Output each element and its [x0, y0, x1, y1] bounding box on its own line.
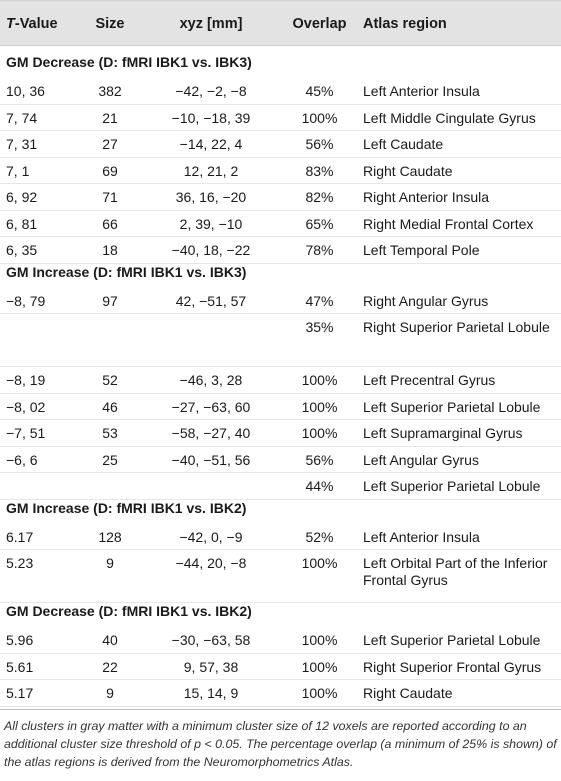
atlas-region-cell: Left Middle Cingulate Gyrus	[363, 109, 536, 126]
table-row	[0, 211, 561, 238]
size-cell: 66	[102, 215, 118, 232]
overlap-cell: 52%	[305, 528, 334, 545]
atlas-region-cell: Left Superior Parietal Lobule	[363, 478, 541, 494]
xyz-cell: 42, −51, 57	[175, 292, 247, 309]
size-cell: 21	[102, 109, 118, 126]
table-row	[0, 288, 561, 315]
atlas-region-cell: Right Superior Frontal Gyrus	[363, 658, 542, 675]
xyz-cell: −58, −27, 40	[171, 425, 251, 441]
overlap-cell: 44%	[305, 478, 334, 494]
atlas-region-cell: Right Superior Parietal Lobule	[363, 319, 550, 335]
size-cell: 40	[102, 632, 118, 648]
t-value-cell: 7, 1	[6, 162, 30, 179]
atlas-region-cell: Left Superior Parietal Lobule	[363, 398, 541, 415]
table-header	[0, 0, 561, 46]
table-row	[0, 473, 561, 500]
xyz-cell: −44, 20, −8	[175, 555, 247, 571]
xyz-cell: −42, 0, −9	[179, 528, 243, 545]
t-value-cell: −8, 79	[6, 292, 46, 309]
xyz-cell: −42, −2, −8	[175, 83, 247, 99]
overlap-cell: 100%	[301, 555, 338, 571]
atlas-region-cell: Left Precentral Gyrus	[363, 372, 496, 388]
overlap-cell: 45%	[305, 83, 334, 99]
overlap-cell: 100%	[301, 632, 338, 648]
xyz-cell: 2, 39, −10	[179, 215, 243, 232]
t-value-cell: 6.17	[6, 528, 34, 545]
t-value-cell: 6, 35	[6, 242, 38, 258]
size-cell: 71	[102, 189, 118, 205]
t-value-cell: 6, 81	[6, 215, 38, 232]
overlap-cell: 100%	[301, 425, 338, 441]
atlas-region-cell: Left Superior Parietal Lobule	[363, 632, 541, 648]
table-bottom-rule	[0, 709, 561, 710]
xyz-cell: −46, 3, 28	[179, 372, 243, 388]
size-cell: 9	[106, 685, 114, 701]
xyz-cell: −10, −18, 39	[171, 109, 251, 126]
t-value-cell: −6, 6	[6, 451, 38, 468]
overlap-cell: 35%	[305, 319, 334, 335]
atlas-region-cell: Left Angular Gyrus	[363, 451, 479, 468]
xyz-cell: −40, 18, −22	[171, 242, 251, 258]
xyz-cell: 9, 57, 38	[183, 658, 239, 675]
t-value-cell: 10, 36	[6, 83, 45, 99]
t-value-cell: 6, 92	[6, 189, 38, 205]
size-cell: 9	[106, 555, 114, 571]
overlap-cell: 78%	[305, 242, 334, 258]
size-cell: 128	[98, 528, 122, 545]
table-row	[0, 158, 561, 185]
t-value-cell: 5.23	[6, 555, 34, 571]
overlap-cell: 100%	[301, 398, 338, 415]
overlap-cell: 56%	[305, 451, 334, 468]
xyz-cell: −27, −63, 60	[171, 398, 251, 415]
xyz-cell: 36, 16, −20	[175, 189, 247, 205]
overlap-cell: 100%	[301, 685, 338, 701]
t-value-cell: 5.96	[6, 632, 34, 648]
table-row	[0, 367, 561, 394]
overlap-cell: 100%	[301, 109, 338, 126]
t-value-cell: 7, 31	[6, 136, 38, 152]
atlas-region-cell: Left Anterior Insula	[363, 83, 480, 99]
table-row	[0, 78, 561, 105]
header-xyz: xyz [mm]	[179, 16, 243, 32]
section-title: GM Decrease (D: fMRI IBK1 vs. IBK3)	[6, 54, 252, 70]
atlas-region-cell: Right Anterior Insula	[363, 189, 490, 205]
table-row	[0, 131, 561, 158]
section-title: GM Increase (D: fMRI IBK1 vs. IBK2)	[6, 499, 247, 516]
t-value-cell: −7, 51	[6, 425, 46, 441]
atlas-region-cell: Left Caudate	[363, 136, 444, 152]
table-row	[0, 184, 561, 211]
xyz-cell: −14, 22, 4	[179, 136, 243, 152]
overlap-cell: 100%	[301, 658, 338, 675]
size-cell: 22	[102, 658, 118, 675]
atlas-region-cell: Left Supramarginal Gyrus	[363, 425, 523, 441]
atlas-region-cell: Right Medial Frontal Cortex	[363, 215, 534, 232]
table-row	[0, 420, 561, 447]
table-row	[0, 394, 561, 421]
overlap-cell: 82%	[305, 189, 334, 205]
table-row	[0, 654, 561, 681]
table-row	[0, 105, 561, 132]
t-value-cell: −8, 19	[6, 372, 46, 388]
overlap-cell: 47%	[305, 292, 334, 309]
overlap-cell: 83%	[305, 162, 334, 179]
table-row	[0, 627, 561, 654]
size-cell: 52	[102, 372, 118, 388]
t-value-cell: 5.61	[6, 658, 34, 675]
table-row	[0, 237, 561, 264]
t-value-cell: −8, 02	[6, 398, 46, 415]
size-cell: 27	[102, 136, 118, 152]
overlap-cell: 56%	[305, 136, 334, 152]
header-t-value: T-Value	[6, 16, 58, 32]
section-title: GM Decrease (D: fMRI IBK1 vs. IBK2)	[6, 603, 252, 619]
size-cell: 69	[102, 162, 118, 179]
size-cell: 46	[102, 398, 118, 415]
xyz-cell: 12, 21, 2	[183, 162, 239, 179]
atlas-region-cell: Right Caudate	[363, 162, 453, 179]
header-overlap: Overlap	[292, 16, 347, 32]
size-cell: 18	[102, 242, 118, 258]
xyz-cell: −40, −51, 56	[171, 451, 251, 468]
t-value-cell: 7, 74	[6, 109, 38, 126]
table-row	[0, 680, 561, 707]
overlap-cell: 65%	[305, 215, 334, 232]
table-footnote: All clusters in gray matter with a minimum cluster size of 12 voxels are reported according to an additional cluster size threshold of p < 0.05. The percentage overlap (a minimum of 25% is shown) of the atlas regions is derived from the Neuromorphometrics Atlas.	[4, 719, 557, 769]
overlap-cell: 100%	[301, 372, 338, 388]
header-size: Size	[95, 16, 125, 32]
table-row	[0, 447, 561, 474]
xyz-cell: 15, 14, 9	[183, 685, 239, 701]
atlas-region-cell: Left Temporal Pole	[363, 242, 480, 258]
xyz-cell: −30, −63, 58	[171, 632, 251, 648]
atlas-region-cell: Left Orbital Part of the Inferior Frontal Gyrus	[363, 555, 548, 588]
size-cell: 97	[102, 292, 118, 309]
t-value-cell: 5.17	[6, 685, 34, 701]
section-title: GM Increase (D: fMRI IBK1 vs. IBK3)	[6, 263, 247, 280]
table-row	[0, 550, 561, 603]
size-cell: 25	[102, 451, 118, 468]
atlas-region-cell: Right Angular Gyrus	[363, 292, 489, 309]
header-atlas-region: Atlas region	[363, 16, 447, 32]
atlas-region-cell: Right Caudate	[363, 685, 453, 701]
table-row	[0, 524, 561, 551]
atlas-region-cell: Left Anterior Insula	[363, 528, 480, 545]
table-row	[0, 314, 561, 367]
size-cell: 382	[98, 83, 122, 99]
size-cell: 53	[102, 425, 118, 441]
